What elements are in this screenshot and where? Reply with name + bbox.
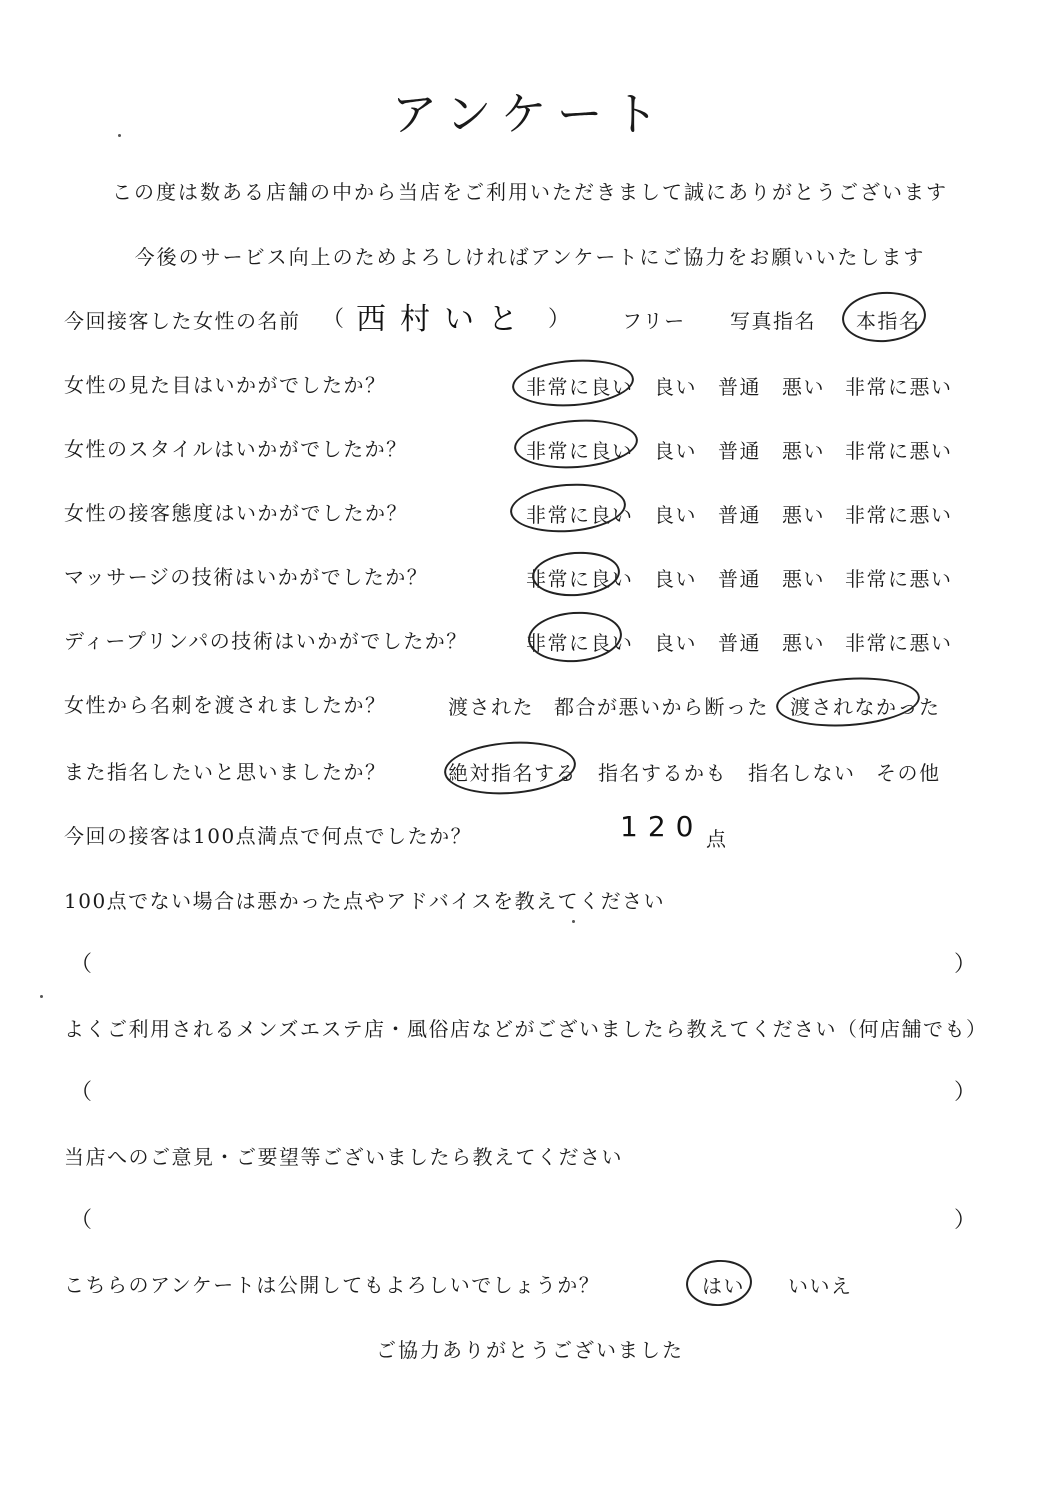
- opinions-question: 当店へのご意見・ご要望等ございましたら教えてください: [64, 1145, 623, 1169]
- rating-style-very-good[interactable]: 非常に良い: [526, 439, 634, 463]
- option-publish-no[interactable]: いいえ: [788, 1274, 853, 1298]
- option-definitely-nominate[interactable]: 絶対指名する: [448, 761, 577, 785]
- rating-lymph-good[interactable]: 良い: [654, 631, 697, 655]
- rating-lymph-bad[interactable]: 悪い: [782, 631, 825, 655]
- rating-lymph-very-good[interactable]: 非常に良い: [526, 631, 634, 655]
- option-card-declined[interactable]: 都合が悪いから断った: [554, 695, 769, 719]
- rating-question-massage: マッサージの技術はいかがでしたか？: [64, 565, 429, 589]
- repeat-question: また指名したいと思いましたか？: [64, 760, 387, 784]
- option-not-nominate[interactable]: 指名しない: [748, 761, 856, 785]
- name-paren-open: （: [322, 307, 345, 332]
- rating-attitude-very-bad[interactable]: 非常に悪い: [845, 503, 953, 527]
- rating-massage-very-good[interactable]: 非常に良い: [526, 567, 634, 591]
- other-shops-question: よくご利用されるメンズエステ店・風俗店などがございましたら教えてください（何店舗でも）: [64, 1017, 988, 1041]
- rating-attitude-good[interactable]: 良い: [654, 503, 697, 527]
- rating-attitude-very-good[interactable]: 非常に良い: [526, 503, 634, 527]
- rating-style-good[interactable]: 良い: [654, 439, 697, 463]
- option-card-received[interactable]: 渡された: [448, 695, 534, 719]
- closing-message: ご協力ありがとうございました: [376, 1338, 684, 1362]
- selection-circle: [442, 737, 577, 798]
- advice-question: 100点でない場合は悪かった点やアドバイスを教えてください: [64, 889, 666, 913]
- selection-circle: [684, 1258, 753, 1308]
- name-paren-close: ）: [548, 307, 571, 332]
- rating-looks-very-bad[interactable]: 非常に悪い: [845, 375, 953, 399]
- rating-looks-bad[interactable]: 悪い: [782, 375, 825, 399]
- rating-lymph-very-bad[interactable]: 非常に悪い: [845, 631, 953, 655]
- rating-looks-very-good[interactable]: 非常に良い: [526, 375, 634, 399]
- rating-question-looks: 女性の見た目はいかがでしたか？: [64, 373, 387, 397]
- handwritten-name: 西村いと: [356, 302, 532, 337]
- rating-lymph-normal[interactable]: 普通: [718, 631, 761, 655]
- option-maybe-nominate[interactable]: 指名するかも: [598, 761, 727, 785]
- selection-circle: [511, 356, 636, 410]
- publish-question: こちらのアンケートは公開してもよろしいでしょうか？: [64, 1273, 601, 1297]
- advice-paren-close: ）: [954, 952, 977, 977]
- scan-speck: [572, 920, 575, 923]
- score-unit: 点: [706, 827, 728, 851]
- option-main-nomination[interactable]: 本指名: [856, 309, 921, 333]
- option-card-not-received[interactable]: 渡されなかった: [790, 695, 941, 719]
- option-free[interactable]: フリー: [622, 309, 686, 333]
- rating-massage-normal[interactable]: 普通: [718, 567, 761, 591]
- selection-circle: [840, 289, 927, 345]
- rating-question-style: 女性のスタイルはいかがでしたか？: [64, 437, 408, 461]
- scan-speck: [40, 995, 43, 998]
- rating-massage-bad[interactable]: 悪い: [782, 567, 825, 591]
- rating-style-bad[interactable]: 悪い: [782, 439, 825, 463]
- other-shops-paren-close: ）: [954, 1080, 977, 1105]
- rating-massage-good[interactable]: 良い: [654, 567, 697, 591]
- handwritten-score: 120: [620, 810, 704, 843]
- business-card-question: 女性から名刺を渡されましたか？: [64, 693, 387, 717]
- rating-looks-good[interactable]: 良い: [654, 375, 697, 399]
- option-photo-nomination[interactable]: 写真指名: [730, 309, 816, 333]
- option-other[interactable]: その他: [876, 761, 941, 785]
- rating-style-very-bad[interactable]: 非常に悪い: [845, 439, 953, 463]
- rating-attitude-normal[interactable]: 普通: [718, 503, 761, 527]
- rating-massage-very-bad[interactable]: 非常に悪い: [845, 567, 953, 591]
- scan-speck: [118, 134, 121, 137]
- opinions-paren-close: ）: [954, 1208, 977, 1233]
- rating-looks-normal[interactable]: 普通: [718, 375, 761, 399]
- rating-question-lymph: ディープリンパの技術はいかがでしたか？: [64, 629, 468, 653]
- score-question: 今回の接客は100点満点で何点でしたか？: [64, 824, 473, 848]
- intro-line-2: 今後のサービス向上のためよろしければアンケートにご協力をお願いいたします: [134, 245, 926, 269]
- selection-circle: [526, 609, 623, 665]
- page-title: アンケート: [391, 87, 669, 141]
- selection-circle: [775, 673, 922, 731]
- rating-question-attitude: 女性の接客態度はいかがでしたか？: [64, 501, 408, 525]
- opinions-paren-open: （: [70, 1208, 93, 1233]
- intro-line-1: この度は数ある店舗の中から当店をご利用いただきまして誠にありがとうございます: [112, 180, 948, 204]
- other-shops-paren-open: （: [70, 1080, 93, 1105]
- advice-paren-open: （: [70, 952, 93, 977]
- name-question-label: 今回接客した女性の名前: [64, 309, 301, 333]
- option-publish-yes[interactable]: はい: [702, 1274, 745, 1298]
- rating-style-normal[interactable]: 普通: [718, 439, 761, 463]
- rating-attitude-bad[interactable]: 悪い: [782, 503, 825, 527]
